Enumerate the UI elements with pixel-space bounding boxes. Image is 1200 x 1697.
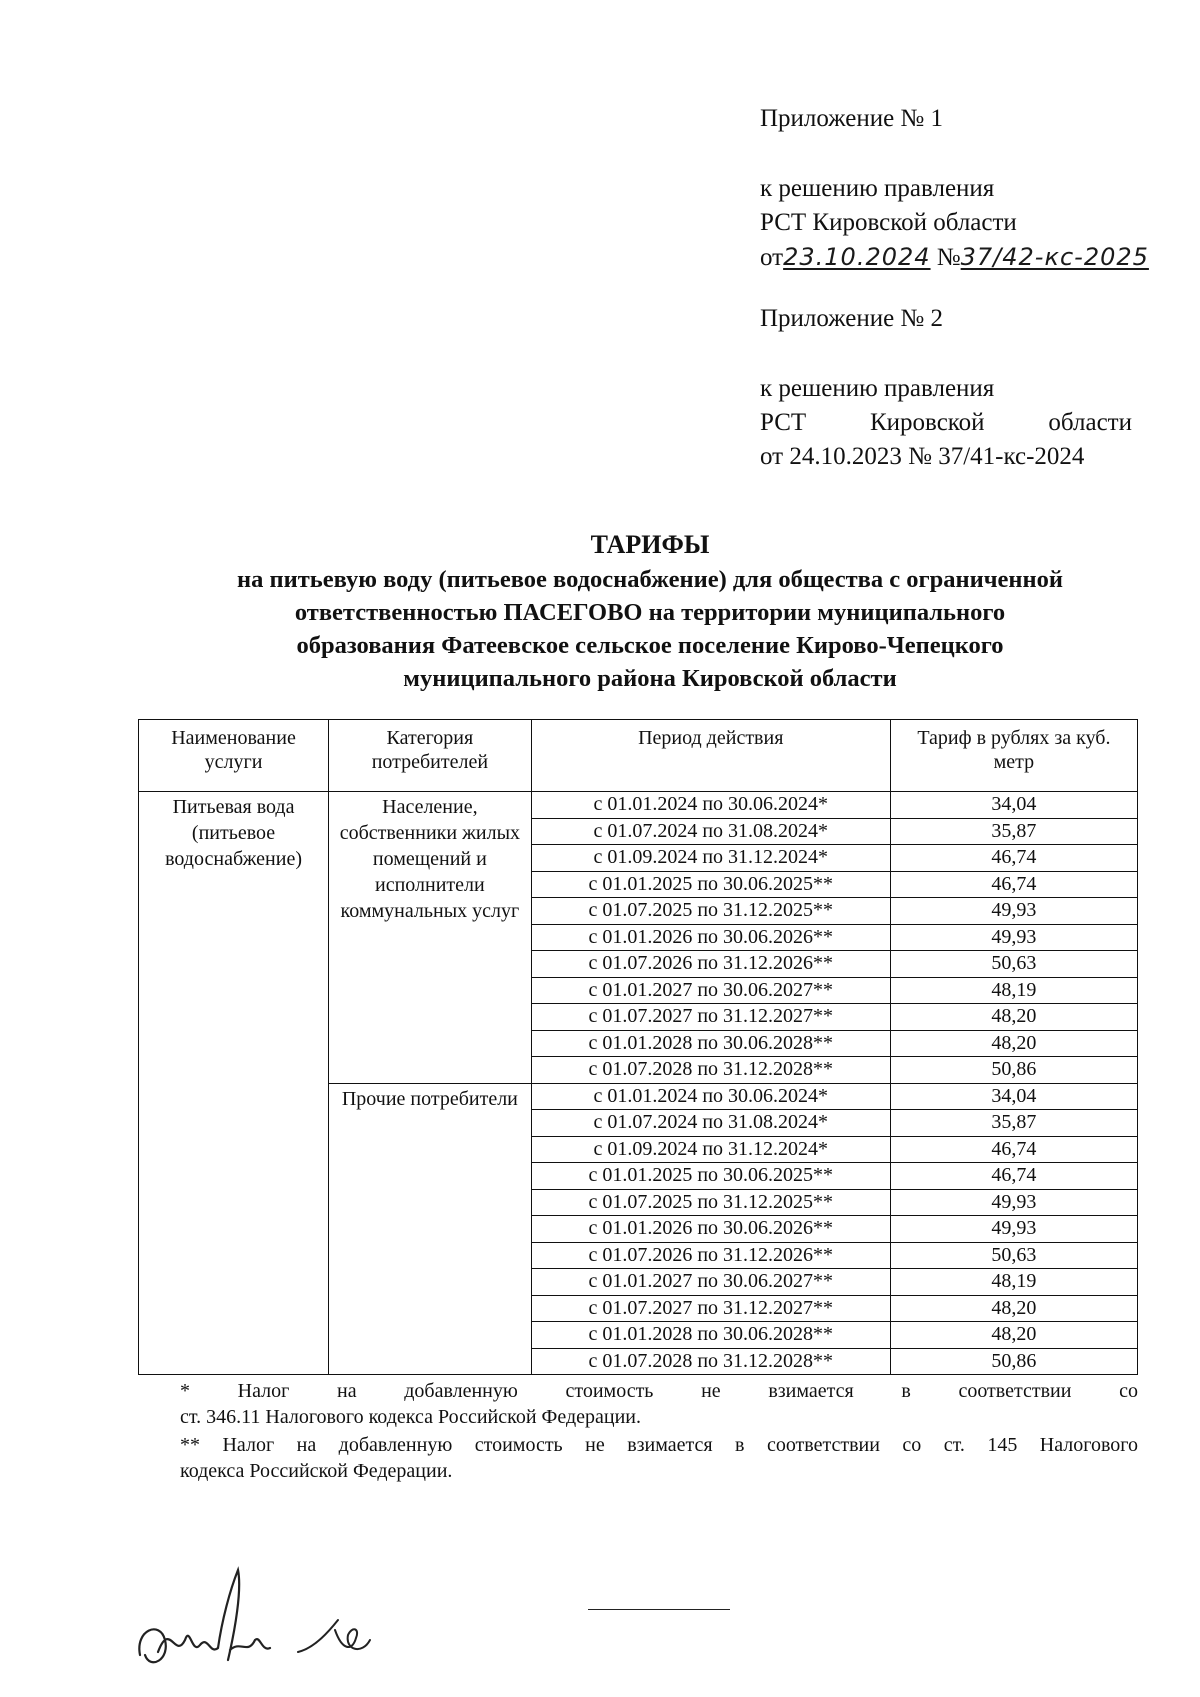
attachment-2-line3: от 24.10.2023 № 37/41-кс-2024 [760,443,1085,470]
tariff-value-cell: 48,20 [890,1030,1137,1057]
heading-line: образования Фатеевское сельское поселение Кирово-Чепецкого [296,632,1004,659]
signature-stroke-1 [139,1570,270,1662]
period-cell: с 01.01.2025 по 30.06.2025** [531,1163,890,1190]
period-cell: с 01.07.2024 по 31.08.2024* [531,818,890,845]
tariff-value-cell: 50,86 [890,1057,1137,1084]
header-service: Наименование услуги [139,720,329,792]
tariff-value-cell: 48,20 [890,1322,1137,1349]
signature-stroke-2 [298,1620,370,1652]
attachment-1-block [760,102,1149,275]
period-cell: с 01.07.2024 по 31.08.2024* [531,1110,890,1137]
tariff-value-cell: 50,86 [890,1348,1137,1375]
tariff-value-cell: 49,93 [890,1189,1137,1216]
heading-line: на питьевую воду (питьевое водоснабжение) для общества с ограниченной [236,566,1064,593]
table-header-row [139,720,1138,792]
document-heading [150,528,1150,695]
word-oblasti: области [1048,409,1132,436]
tariff-value-cell: 35,87 [890,818,1137,845]
heading-line: муниципального района Кировской области [403,665,897,692]
footnote-2-line2: кодекса Российской Федерации. [180,1460,453,1482]
attachment-2-line1: к решению правления [760,375,995,402]
footnote-2 [180,1432,1138,1484]
word-kirovskoy: Кировской [870,409,985,436]
tariff-value-cell: 46,74 [890,1163,1137,1190]
period-cell: с 01.01.2025 по 30.06.2025** [531,871,890,898]
attachment-2-title: Приложение № 2 [760,305,944,332]
period-cell: с 01.07.2027 по 31.12.2027** [531,1004,890,1031]
period-cell: с 01.09.2024 по 31.12.2024* [531,845,890,872]
number-prefix: № [936,244,961,271]
period-cell: с 01.07.2027 по 31.12.2027** [531,1295,890,1322]
tariff-value-cell: 46,74 [890,1136,1137,1163]
period-cell: с 01.01.2024 по 30.06.2024* [531,792,890,819]
tariff-value-cell: 46,74 [890,871,1137,898]
period-cell: с 01.01.2028 по 30.06.2028** [531,1030,890,1057]
period-cell: с 01.01.2024 по 30.06.2024* [531,1083,890,1110]
tariff-value-cell: 46,74 [890,845,1137,872]
category-cell: Население, собственники жилых помещений и исполнители коммунальных услуг [329,792,532,1084]
tariff-value-cell: 48,20 [890,1004,1137,1031]
period-cell: с 01.07.2028 по 31.12.2028** [531,1057,890,1084]
tariff-value-cell: 48,20 [890,1295,1137,1322]
attachment-2-block [760,302,1132,474]
tariff-value-cell: 50,63 [890,1242,1137,1269]
period-cell: с 01.07.2025 по 31.12.2025** [531,1189,890,1216]
tariff-table [138,719,1138,1375]
period-cell: с 01.07.2026 по 31.12.2026** [531,951,890,978]
tariff-value-cell: 50,63 [890,951,1137,978]
word-rst: РСТ [760,409,807,436]
date-prefix: от [760,244,784,271]
period-cell: с 01.07.2028 по 31.12.2028** [531,1348,890,1375]
attachment-1-date-line [760,240,1149,275]
tariff-value-cell: 49,93 [890,924,1137,951]
period-cell: с 01.07.2025 по 31.12.2025** [531,898,890,925]
attachment-2-line2 [760,406,1132,440]
period-cell: с 01.01.2028 по 30.06.2028** [531,1322,890,1349]
footnote-2-line1: ** Налог на добавленную стоимость не взимается в соответствии со ст. 145 Налогового [180,1434,1138,1456]
signature-image [130,1560,430,1680]
heading-title: ТАРИФЫ [590,530,710,559]
category-cell: Прочие потребители [329,1083,532,1375]
tariff-value-cell: 49,93 [890,898,1137,925]
footnote-1-line1: * Налог на добавленную стоимость не взимается в соответствии со [180,1380,1138,1402]
tariff-value-cell: 35,87 [890,1110,1137,1137]
header-tariff: Тариф в рублях за куб. метр [890,720,1137,792]
period-cell: с 01.07.2026 по 31.12.2026** [531,1242,890,1269]
tariff-value-cell: 49,93 [890,1216,1137,1243]
header-period: Период действия [531,720,890,792]
period-cell: с 01.01.2026 по 30.06.2026** [531,924,890,951]
attachment-1-title: Приложение № 1 [760,105,944,132]
period-cell: с 01.09.2024 по 31.12.2024* [531,1136,890,1163]
signature-rule [588,1609,730,1610]
header-category: Категория потребителей [329,720,532,792]
period-cell: с 01.01.2027 по 30.06.2027** [531,977,890,1004]
period-cell: с 01.01.2027 по 30.06.2027** [531,1269,890,1296]
heading-line: ответственностью ПАСЕГОВО на территории муниципального [294,599,1006,626]
tariff-value-cell: 34,04 [890,792,1137,819]
period-cell: с 01.01.2026 по 30.06.2026** [531,1216,890,1243]
tariff-value-cell: 48,19 [890,1269,1137,1296]
attachment-1-line2: РСТ Кировской области [760,209,1017,236]
table-row [139,792,1138,819]
tariff-value-cell: 34,04 [890,1083,1137,1110]
footnote-1-line2: ст. 346.11 Налогового кодекса Российской Федерации. [180,1406,641,1428]
handwritten-number: 37/42-кс-2025 [960,243,1149,271]
tariff-value-cell: 48,19 [890,977,1137,1004]
footnote-1 [180,1378,1138,1430]
handwritten-date: 23.10.2024 [783,243,931,271]
service-cell: Питьевая вода (питьевое водоснабжение) [139,792,329,1375]
attachment-1-line1: к решению правления [760,175,995,202]
